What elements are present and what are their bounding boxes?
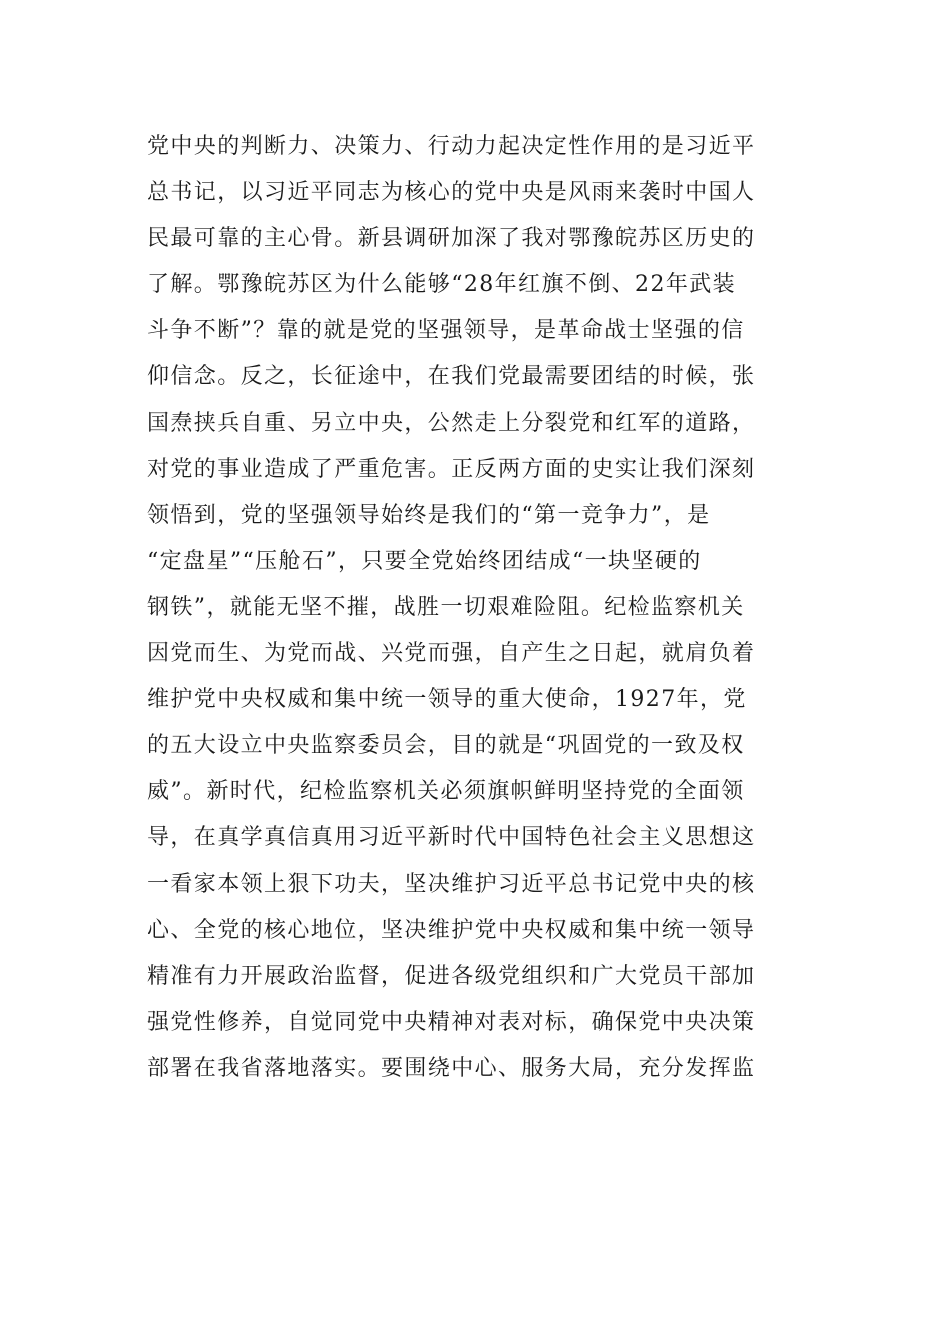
body-paragraph bbox=[147, 124, 807, 1092]
text-line: 斗争不断”？靠的就是党的坚强领导，是革命战士坚强的信 bbox=[147, 318, 745, 344]
text-line: 领悟到，党的坚强领导始终是我们的“第一竞争力”，是 bbox=[147, 502, 711, 528]
text-line: 党中央的判断力、决策力、行动力起决定性作用的是习近平 bbox=[147, 134, 756, 159]
text-line: 国焘挟兵自重、另立中央，公然走上分裂党和红军的道路， bbox=[147, 410, 756, 436]
text-line: 部署在我省落地落实。要围绕中心、服务大局，充分发挥监 bbox=[147, 1055, 756, 1081]
text-line: 强党性修养，自觉同党中央精神对表对标，确保党中央决策 bbox=[147, 1009, 756, 1035]
text-line: 导，在真学真信真用习近平新时代中国特色社会主义思想这 bbox=[147, 825, 756, 851]
text-line: 维护党中央权威和集中统一领导的重大使命，1927年，党 bbox=[147, 687, 747, 713]
text-line: 一看家本领上狠下功夫，坚决维护习近平总书记党中央的核 bbox=[147, 871, 756, 897]
text-line: 钢铁”，就能无坚不摧，战胜一切艰难险阻。纪检监察机关 bbox=[147, 594, 745, 620]
text-line: “定盘星”“压舱石”，只要全党始终团结成“一块坚硬的 bbox=[147, 548, 702, 574]
text-line: 民最可靠的主心骨。新县调研加深了我对鄂豫皖苏区历史的 bbox=[147, 226, 756, 252]
text-line: 仰信念。反之，长征途中，在我们党最需要团结的时候，张 bbox=[147, 364, 756, 390]
text-line: 了解。鄂豫皖苏区为什么能够“28年红旗不倒、22年武装 bbox=[147, 272, 737, 298]
text-line: 心、全党的核心地位，坚决维护党中央权威和集中统一领导 bbox=[147, 917, 756, 943]
text-line: 对党的事业造成了严重危害。正反两方面的史实让我们深刻 bbox=[147, 456, 756, 482]
text-line: 因党而生、为党而战、兴党而强，自产生之日起，就肩负着 bbox=[147, 641, 756, 667]
text-line: 威”。新时代，纪检监察机关必须旗帜鲜明坚持党的全面领 bbox=[147, 779, 745, 805]
text-line: 的五大设立中央监察委员会，目的就是“巩固党的一致及权 bbox=[147, 733, 745, 759]
text-line: 总书记，以习近平同志为核心的党中央是风雨来袭时中国人 bbox=[147, 180, 756, 206]
text-line: 精准有力开展政治监督，促进各级党组织和广大党员干部加 bbox=[147, 963, 756, 989]
